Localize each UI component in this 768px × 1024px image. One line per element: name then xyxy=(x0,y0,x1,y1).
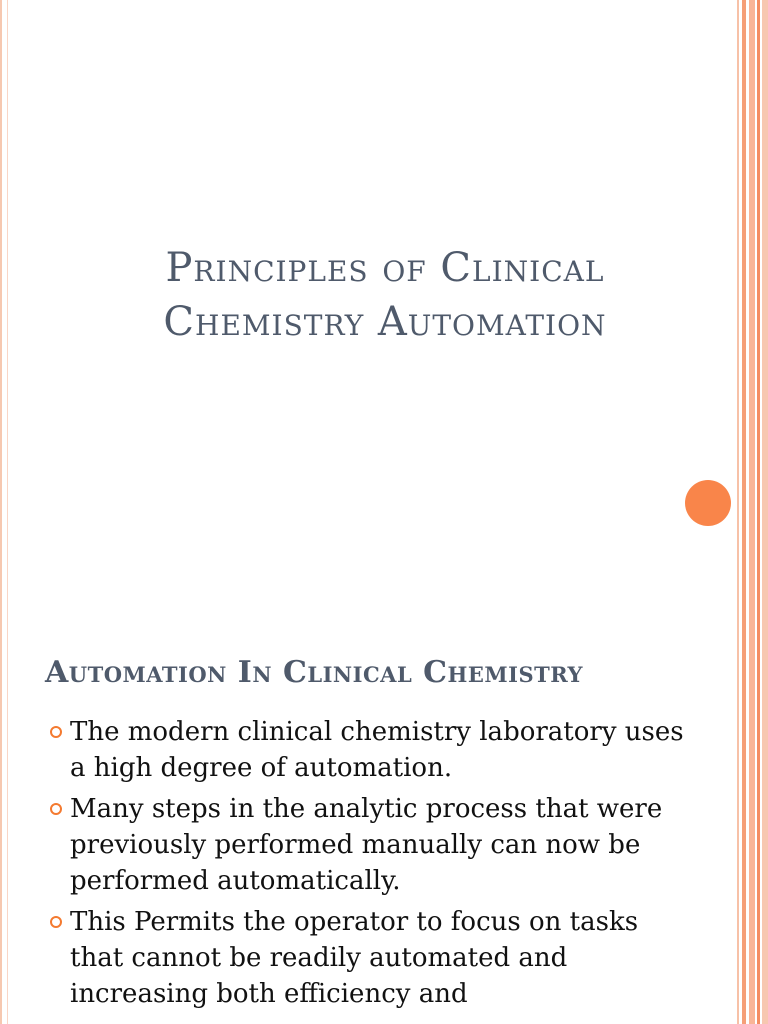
ring-bullet-icon xyxy=(50,803,62,815)
ring-bullet-icon xyxy=(50,726,62,738)
right-stripe-2 xyxy=(742,0,746,1024)
left-border-line-outer xyxy=(0,0,2,1024)
orange-circle-icon xyxy=(685,480,731,526)
slide-title-line-2: Chemistry Automation xyxy=(163,298,607,345)
slide-title-line-1: Principles of Clinical xyxy=(165,244,605,291)
ring-bullet-icon xyxy=(50,916,62,928)
right-stripe-5 xyxy=(762,0,768,1024)
right-stripe-4 xyxy=(757,0,760,1024)
list-item xyxy=(48,714,688,786)
section-heading: Automation In Clinical Chemistry xyxy=(45,654,584,690)
left-border-line-inner xyxy=(7,0,8,1024)
bullet-text: The modern clinical chemistry laboratory uses a high degree of automation. xyxy=(70,717,684,783)
list-item xyxy=(48,904,688,1012)
bullet-text: This Permits the operator to focus on tasks that cannot be readily automated and increasing both efficiency and xyxy=(70,907,639,1009)
list-item xyxy=(48,791,688,899)
slide-title xyxy=(60,241,710,349)
bullet-list xyxy=(48,714,688,1017)
right-stripe-1 xyxy=(737,0,739,1024)
right-stripe-3 xyxy=(749,0,755,1024)
bullet-text: Many steps in the analytic process that were previously performed manually can now be performed automatically. xyxy=(70,794,663,896)
